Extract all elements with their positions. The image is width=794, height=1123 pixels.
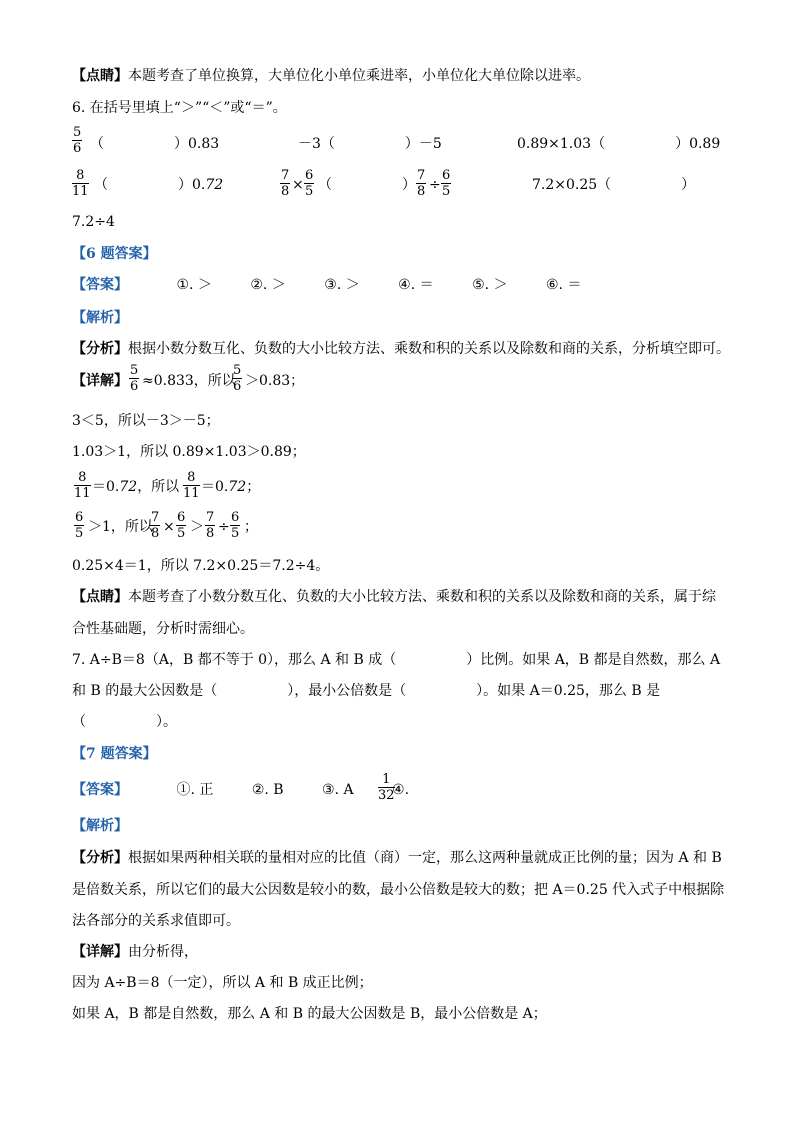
repeating-digits: 72 — [228, 479, 247, 495]
numerator: 7 — [206, 510, 215, 525]
q6-dianjing-l1 — [72, 588, 716, 606]
q6-item1-fraction — [72, 125, 82, 156]
fenxi-text: 根据小数分数互化、负数的大小比较方法、乘数和积的关系以及除数和商的关系，分析填空即可。 — [128, 341, 730, 357]
q6-item1-blank: （ ）0.83 — [90, 136, 220, 152]
numerator: 6 — [75, 510, 84, 525]
answer-5: ⑤. ＞ — [472, 277, 508, 293]
answer-1: ①. ＞ — [176, 277, 212, 293]
denominator: 5 — [231, 526, 240, 541]
q6-item4-fraction — [72, 168, 89, 199]
q6-item5-frac3 — [416, 168, 426, 199]
numerator: 7 — [417, 168, 426, 183]
numerator: 8 — [72, 168, 89, 184]
d5-frac-d — [205, 510, 215, 541]
denominator: 5 — [75, 526, 84, 541]
denominator: 11 — [74, 486, 91, 501]
answer-1: ①. 正 — [176, 782, 214, 798]
q7-answer-line — [72, 781, 413, 799]
xiangjie-tag: 【详解】 — [72, 944, 128, 960]
numerator: 7 — [151, 510, 160, 525]
q6-item6: 7.2×0.25（ ） — [532, 177, 696, 193]
semicolon: ； — [246, 479, 261, 495]
denominator: 6 — [233, 379, 242, 394]
d6: 0.25×4＝1，所以 7.2×0.25＝7.2÷4。 — [72, 558, 330, 574]
q6-item5-blank: （ ） — [318, 177, 416, 193]
d4-text-b — [201, 478, 260, 496]
denominator: 8 — [206, 526, 215, 541]
times-sign: × — [163, 519, 175, 535]
q6-item5-frac2 — [304, 168, 314, 199]
eq: ＝0. — [92, 479, 120, 495]
answer-6: ⑥. ＝ — [545, 277, 582, 293]
d5-text-a: ＞1，所以 — [88, 519, 153, 535]
numerator: 5 — [233, 363, 242, 378]
q7-fenxi-l1 — [72, 849, 722, 867]
denominator: 11 — [72, 184, 89, 199]
answer-4: ④. ＝ — [398, 277, 434, 293]
fenxi-tag: 【分析】 — [72, 850, 128, 866]
q7-answer-header: 【7 题答案】 — [72, 746, 157, 762]
q7-fenxi-l3: 法各部分的关系求值即可。 — [72, 913, 240, 929]
d3: 1.03＞1，所以 0.89×1.03＞0.89； — [72, 444, 306, 460]
q6-item5-frac4 — [441, 168, 451, 199]
denominator: 8 — [281, 184, 290, 199]
suoyi: ，所以 — [137, 479, 180, 495]
denominator: 8 — [151, 526, 160, 541]
numerator: 6 — [177, 510, 186, 525]
dianjing-line — [72, 67, 590, 85]
q7-xiangjie-l3: 如果 A，B 都是自然数，那么 A 和 B 的最大公因数是 B，最小公倍数是 A； — [72, 1006, 547, 1022]
xiangjie-tag: 【详解】 — [72, 373, 128, 389]
q7-xiangjie-l2: 因为 A÷B＝8（一定），所以 A 和 B 成正比例； — [72, 975, 373, 991]
q6-item5-frac1 — [280, 168, 290, 199]
eq: ＝0. — [201, 479, 229, 495]
q6-fenxi — [72, 340, 730, 358]
denominator: 32 — [378, 788, 395, 803]
numerator: 5 — [73, 125, 82, 140]
answer-2: ②. B — [251, 782, 284, 798]
gt-sign: ＞ — [190, 519, 204, 535]
denominator: 6 — [73, 141, 82, 156]
d1-frac-a — [129, 363, 139, 394]
q7-line2: 和 B 的最大公因数是（ ），最小公倍数是（ ）。如果 A＝0.25，那么 B 是 — [72, 683, 661, 699]
q7-answer4-fraction — [378, 772, 395, 803]
answer-3: ③. A — [322, 782, 354, 798]
q6-item6-continuation: 7.2÷4 — [72, 214, 115, 230]
d2: 3＜5，所以－3＞－5； — [72, 413, 220, 429]
denominator: 6 — [130, 379, 139, 394]
answer-3: ③. ＞ — [324, 277, 360, 293]
dianjing-tag: 【点睛】 — [72, 589, 128, 605]
d5-frac-e — [230, 510, 240, 541]
times-sign: × — [292, 177, 304, 193]
paren: （ ）0. — [94, 177, 206, 193]
d4-frac-b — [183, 470, 200, 501]
dianjing-tag: 【点睛】 — [72, 68, 128, 84]
numerator: 6 — [305, 168, 314, 183]
repeating-digits: 72 — [119, 479, 138, 495]
q7-fenxi-l2: 是倍数关系，所以它们的最大公因数是较小的数，最小公倍数是较大的数；把 A＝0.25 代入式子中根据除 — [72, 882, 725, 898]
q6-item2: －3（ ）－5 — [298, 136, 442, 152]
xiangjie-text: 由分析得， — [128, 944, 198, 960]
q7-xiangjie-l1 — [72, 943, 198, 961]
numerator: 5 — [130, 363, 139, 378]
q6-item4-blank — [94, 176, 223, 194]
q6-answer-header: 【6 题答案】 — [72, 246, 157, 262]
fenxi-tag: 【分析】 — [72, 341, 128, 357]
numerator: 8 — [183, 470, 200, 486]
d5-frac-a — [74, 510, 84, 541]
numerator: 7 — [281, 168, 290, 183]
dianjing-text: 本题考查了小数分数互化、负数的大小比较方法、乘数和积的关系以及除数和商的关系，属于综 — [128, 589, 716, 605]
repeating-digits: 72 — [205, 177, 224, 193]
q6-answer-line — [72, 276, 615, 294]
numerator: 6 — [231, 510, 240, 525]
q7-line1: 7. A÷B＝8（A，B 都不等于 0），那么 A 和 B 成（ ）比例。如果 A，B 都是自然数，那么 A — [72, 652, 721, 668]
d1-text-a: ≈0.833，所以 — [142, 373, 236, 389]
d4-frac-a — [74, 470, 91, 501]
denominator: 5 — [305, 184, 314, 199]
q7-line3: （ ）。 — [72, 714, 177, 730]
denominator: 11 — [183, 486, 200, 501]
q6-jiexi: 【解析】 — [72, 310, 128, 326]
numerator: 8 — [74, 470, 91, 486]
numerator: 6 — [442, 168, 451, 183]
divide-sign: ÷ — [218, 519, 230, 535]
q6-item3: 0.89×1.03（ ）0.89 — [517, 136, 721, 152]
q6-title: 6. 在括号里填上“＞”“＜”或“＝”。 — [72, 100, 287, 116]
semicolon: ； — [244, 519, 258, 535]
answer-label: 【答案】 — [72, 277, 128, 293]
answer-2: ②. ＞ — [250, 277, 286, 293]
d5-frac-c — [176, 510, 186, 541]
divide-sign: ÷ — [429, 177, 441, 193]
dianjing-text: 本题考查了单位换算，大单位化小单位乘进率，小单位化大单位除以进率。 — [128, 68, 590, 84]
numerator: 1 — [378, 772, 395, 788]
d1-frac-b — [232, 363, 242, 394]
q7-jiexi: 【解析】 — [72, 818, 128, 834]
d1-text-b: ＞0.83； — [245, 373, 305, 389]
denominator: 5 — [177, 526, 186, 541]
denominator: 5 — [442, 184, 451, 199]
answer-4: ④. — [392, 782, 410, 798]
denominator: 8 — [417, 184, 426, 199]
d4-text-a — [92, 478, 179, 496]
q6-answers — [176, 277, 615, 293]
fenxi-text: 根据如果两种相关联的量相对应的比值（商）一定，那么这两种量就成正比例的量；因为 A 和 B — [128, 850, 722, 866]
q6-dianjing-l2: 合性基础题，分析时需细心。 — [72, 621, 254, 637]
answer-label: 【答案】 — [72, 782, 128, 798]
d5-frac-b — [150, 510, 160, 541]
